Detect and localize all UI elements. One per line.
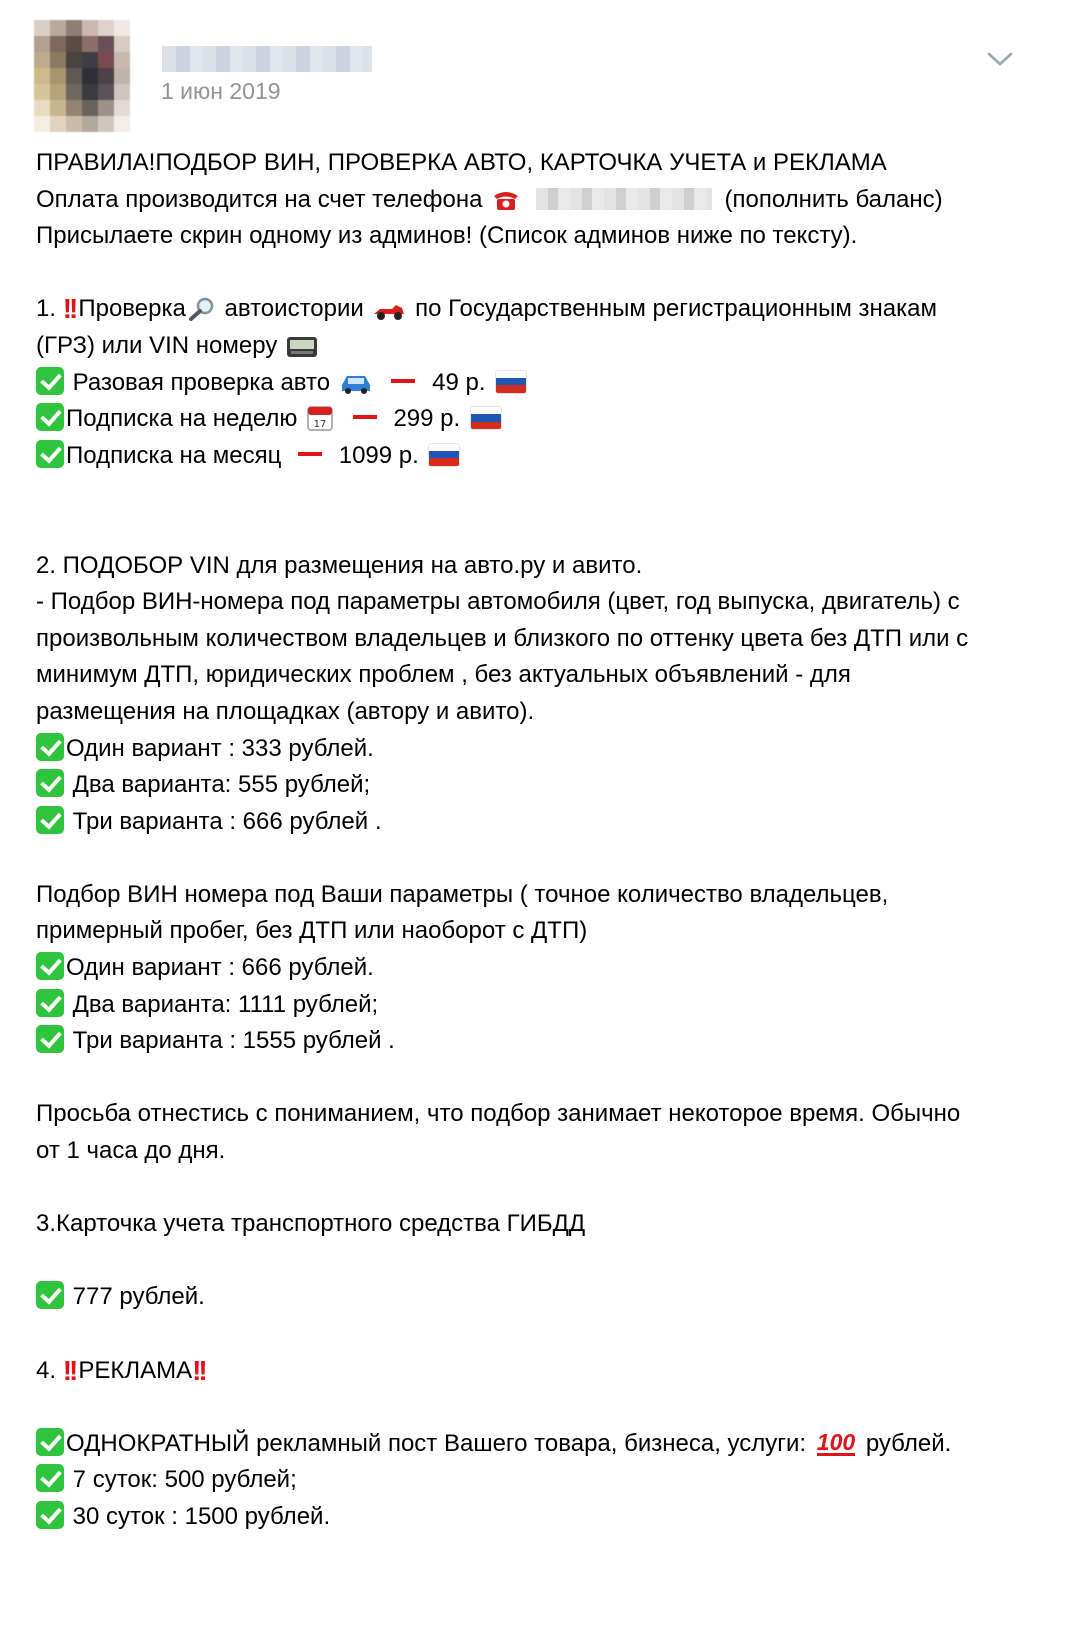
section-2-description-3: минимум ДТП, юридических проблем , без актуальных объявлений - для	[36, 661, 851, 689]
section-1-heading: 1. !! Проверка автоистории по Государственным регистрационным знакам	[36, 291, 1036, 328]
section-3-item: 777 рублей.	[36, 1279, 1036, 1316]
section-2-description-4: размещения на площадках (автору и авито).	[36, 697, 535, 725]
section-2a-item-3: Три варианта : 666 рублей .	[36, 804, 1036, 841]
post-title: ПРАВИЛА!ПОДБОР ВИН, ПРОВЕРКА АВТО, КАРТОЧКА УЧЕТА и РЕКЛАМА	[36, 149, 887, 176]
section-4-item-1: ОДНОКРАТНЫЙ рекламный пост Вашего товара, бизнеса, услуги: 100 рублей.	[36, 1426, 1036, 1463]
russia-flag-icon	[429, 444, 459, 466]
red-dash-icon	[353, 415, 377, 419]
calendar-icon	[306, 404, 334, 432]
wait-note-1: Просьба отнестись с пониманием, что подбор занимает некоторое время. Обычно	[36, 1100, 961, 1128]
section-2a-item-1: Один вариант : 333 рублей.	[36, 731, 1036, 768]
section-1-subheading: (ГРЗ) или VIN номеру	[36, 328, 1036, 365]
check-mark-icon	[36, 769, 64, 797]
race-car-icon	[372, 300, 406, 322]
section-2b-item-2: Два варианта: 1111 рублей;	[36, 987, 1036, 1024]
double-exclamation-icon: !!	[192, 1354, 205, 1386]
section-1-item-2: Подписка на неделю 17 299 р.	[36, 401, 1036, 438]
check-mark-icon	[36, 733, 64, 761]
section-2a-item-2: Два варианта: 555 рублей;	[36, 767, 1036, 804]
section-2b-item-3: Три варианта : 1555 рублей .	[36, 1023, 1036, 1060]
section-2b-description-2: примерный пробег, без ДТП или наоборот с ДТП)	[36, 917, 588, 945]
payment-line: Оплата производится на счет телефона (пополнить баланс)	[36, 185, 943, 213]
red-dash-icon	[391, 379, 415, 383]
check-mark-icon	[36, 440, 64, 468]
section-2b-item-1: Один вариант : 666 рублей.	[36, 950, 1036, 987]
check-mark-icon	[36, 1281, 64, 1309]
check-mark-icon	[36, 1501, 64, 1529]
check-mark-icon	[36, 989, 64, 1017]
magnifier-icon	[188, 296, 216, 322]
check-mark-icon	[36, 367, 64, 395]
blurred-phone-number	[536, 188, 712, 210]
section-4-item-3: 30 суток : 1500 рублей.	[36, 1499, 1036, 1536]
russia-flag-icon	[471, 407, 501, 429]
section-1-item-1: Разовая проверка авто 49 р.	[36, 365, 1036, 402]
post-date[interactable]: 1 июн 2019	[161, 78, 281, 104]
section-3-title: 3.Карточка учета транспортного средства ГИБДД	[36, 1210, 586, 1238]
telephone-icon	[491, 187, 521, 213]
wait-note-2: от 1 часа до дня.	[36, 1137, 226, 1165]
red-dash-icon	[298, 452, 322, 456]
russia-flag-icon	[496, 371, 526, 393]
chevron-down-icon[interactable]	[986, 50, 1014, 68]
svg-text:17: 17	[313, 419, 327, 431]
pager-icon	[286, 335, 318, 359]
post-text	[36, 145, 1036, 1536]
double-exclamation-icon: !!	[62, 293, 76, 325]
double-exclamation-icon: !!	[62, 1354, 76, 1386]
section-2-description-1: - Подбор ВИН-номера под параметры автомобиля (цвет, год выпуска, двигатель) с	[36, 588, 960, 616]
check-mark-icon	[36, 806, 64, 834]
section-2-title: 2. ПОДОБОР VIN для размещения на авто.ру и авито.	[36, 551, 643, 579]
check-mark-icon	[36, 403, 64, 431]
hundred-points-icon: 100	[816, 1428, 856, 1455]
blurred-author-name[interactable]	[162, 46, 372, 72]
section-2b-description-1: Подбор ВИН номера под Ваши параметры ( точное количество владельцев,	[36, 880, 889, 908]
check-mark-icon	[36, 1025, 64, 1053]
section-4-title: 4. !! РЕКЛАМА!!	[36, 1353, 1036, 1390]
section-4-item-2: 7 суток: 500 рублей;	[36, 1462, 1036, 1499]
check-mark-icon	[36, 952, 64, 980]
section-2-description-2: произвольным количеством владельцев и близкого по оттенку цвета без ДТП или с	[36, 624, 969, 652]
screenshot-note: Присылаете скрин одному из админов! (Список админов ниже по тексту).	[36, 222, 858, 250]
blurred-avatar[interactable]	[34, 20, 130, 132]
blue-car-icon	[339, 370, 373, 396]
check-mark-icon	[36, 1428, 64, 1456]
section-1-item-3: Подписка на месяц 1099 р.	[36, 438, 1036, 475]
check-mark-icon	[36, 1464, 64, 1492]
